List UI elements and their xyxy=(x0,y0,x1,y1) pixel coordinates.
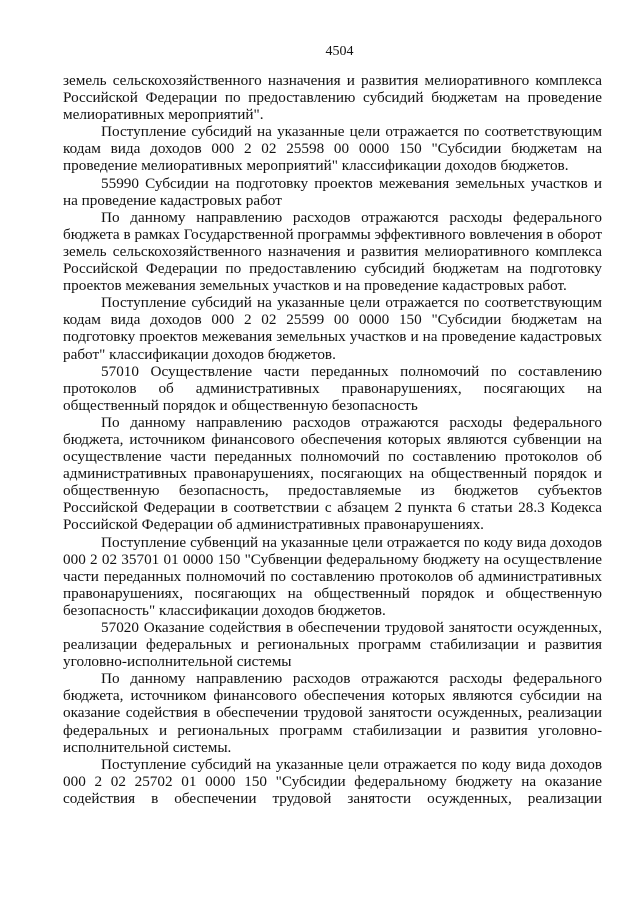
section-heading-57010: 57010 Осуществление части переданных полномочий по составлению протоколов об административных правонарушениях, посягающих на общественный порядок и общественную безопасность xyxy=(63,362,602,414)
paragraph: Поступление субвенций на указанные цели отражается по коду вида доходов 000 2 02 35701 01 0000 150 "Субвенции федеральному бюджету на осуществление части переданных полномочий по составлению протоколов об административных правонарушениях, посягающих на общественный порядок и общественную безопасность" классификации доходов бюджетов. xyxy=(63,533,602,619)
section-heading-55990: 55990 Субсидии на подготовку проектов межевания земельных участков и на проведение кадастровых работ xyxy=(63,174,602,209)
section-heading-57020: 57020 Оказание содействия в обеспечении трудовой занятости осужденных, реализации федеральных и региональных программ стабилизации и развития уголовно-исполнительной системы xyxy=(63,619,602,671)
paragraph: Поступление субсидий на указанные цели отражается по соответствующим кодам вида доходов 000 2 02 25599 00 0000 150 "Субсидии бюджетам на подготовку проектов межевания земельных участков и на проведение кадастровых работ" классификации доходов бюджетов. xyxy=(63,294,602,363)
document-body xyxy=(63,72,602,807)
paragraph: Поступление субсидий на указанные цели отражается по соответствующим кодам вида доходов 000 2 02 25598 00 0000 150 "Субсидии бюджетам на проведение мелиоративных мероприятий" классификации доходов бюджетов. xyxy=(63,123,602,175)
paragraph: По данному направлению расходов отражаются расходы федерального бюджета, источником финансового обеспечения которых являются субвенции на осуществление части переданных полномочий по составлению протоколов об административных правонарушениях, посягающих на общественный порядок и общественную безопасность, предоставляемые из бюджетов субъектов Российской Федерации в соответствии с абзацем 2 пункта 6 статьи 28.3 Кодекса Российской Федерации об административных правонарушениях. xyxy=(63,413,602,534)
paragraph: По данному направлению расходов отражаются расходы федерального бюджета в рамках Государственной программы эффективного вовлечения в оборот земель сельскохозяйственного назначения и развития мелиоративного комплекса Российской Федерации по предоставлению субсидий бюджетам на подготовку проектов межевания земельных участков и на проведение кадастровых работ. xyxy=(63,208,602,295)
paragraph-continuation: земель сельскохозяйственного назначения и развития мелиоративного комплекса Российской Федерации по предоставлению субсидий бюджетам на проведение мелиоративных мероприятий". xyxy=(63,72,602,124)
paragraph-truncated: Поступление субсидий на указанные цели отражается по коду вида доходов 000 2 02 25702 01 0000 150 "Субсидии федеральному бюджету на оказание содействия в обеспечении трудовой занятости осужденных, реализации xyxy=(63,755,602,807)
document-page xyxy=(63,44,602,807)
page-number: 4504 xyxy=(325,44,354,59)
paragraph: По данному направлению расходов отражаются расходы федерального бюджета, источником финансового обеспечения которых являются субсидии на оказание содействия в обеспечении трудовой занятости осужденных, реализации федеральных и региональных программ стабилизации и развития уголовно-исполнительной системы. xyxy=(63,670,602,756)
